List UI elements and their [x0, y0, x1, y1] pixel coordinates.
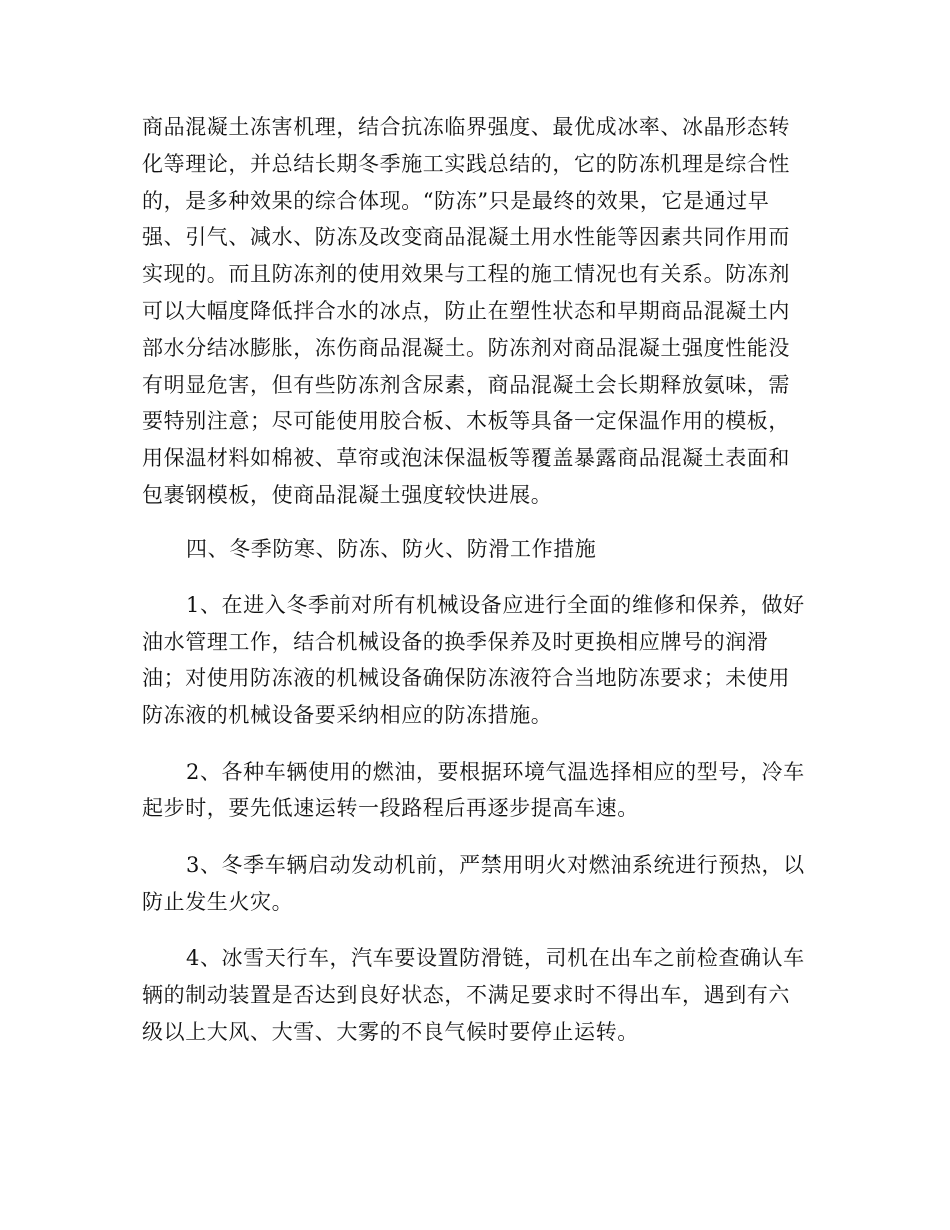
paragraph-line: 2、各种车辆使用的燃油，要根据环境气温选择相应的型号，冷车: [186, 760, 805, 784]
paragraph-line: 商品混凝土冻害机理，结合抗冻临界强度、最优成冰率、冰晶形态转: [142, 115, 790, 139]
paragraph-line: 油水管理工作，结合机械设备的换季保养及时更换相应牌号的润滑: [142, 630, 769, 654]
paragraph-line: 化等理论，并总结长期冬季施工实践总结的，它的防冻机理是综合性: [142, 152, 790, 176]
paragraph-line: 的，是多种效果的综合体现。“防冻”只是最终的效果，它是通过早: [142, 189, 770, 213]
paragraph-line: 部水分结冰膨胀，冻伤商品混凝土。防冻剂对商品混凝土强度性能没: [142, 336, 790, 360]
paragraph-line: 实现的。而且防冻剂的使用效果与工程的施工情况也有关系。防冻剂: [142, 262, 790, 286]
section-heading: 四、冬季防寒、防冻、防火、防滑工作措施: [186, 537, 597, 561]
paragraph-line: 可以大幅度降低拌合水的冰点，防止在塑性状态和早期商品混凝土内: [142, 299, 790, 323]
paragraph-line: 强、引气、减水、防冻及改变商品混凝土用水性能等因素共同作用而: [142, 225, 790, 249]
paragraph-line: 防止发生火灾。: [142, 890, 294, 914]
paragraph-line: 1、在进入冬季前对所有机械设备应进行全面的维修和保养，做好: [186, 593, 805, 617]
paragraph-line: 有明显危害，但有些防冻剂含尿素，商品混凝土会长期释放氨味，需: [142, 373, 790, 397]
paragraph-line: 包裹钢模板，使商品混凝土强度较快进展。: [142, 483, 553, 507]
paragraph-line: 3、冬季车辆启动发动机前，严禁用明火对燃油系统进行预热，以: [186, 853, 805, 877]
paragraph-line: 油；对使用防冻液的机械设备确保防冻液符合当地防冻要求；未使用: [142, 666, 790, 690]
paragraph-line: 级以上大风、大雪、大雾的不良气候时要停止运转。: [142, 1020, 639, 1044]
paragraph-line: 辆的制动装置是否达到良好状态，不满足要求时不得出车，遇到有六: [142, 983, 790, 1007]
paragraph-line: 要特别注意；尽可能使用胶合板、木板等具备一定保温作用的模板，: [142, 409, 790, 433]
paragraph-line: 4、冰雪天行车，汽车要设置防滑链，司机在出车之前检查确认车: [186, 946, 805, 970]
paragraph-line: 防冻液的机械设备要采纳相应的防冻措施。: [142, 703, 553, 727]
paragraph-line: 用保温材料如棉被、草帘或泡沫保温板等覆盖暴露商品混凝土表面和: [142, 446, 790, 470]
paragraph-line: 起步时，要先低速运转一段路程后再逐步提高车速。: [142, 796, 639, 820]
